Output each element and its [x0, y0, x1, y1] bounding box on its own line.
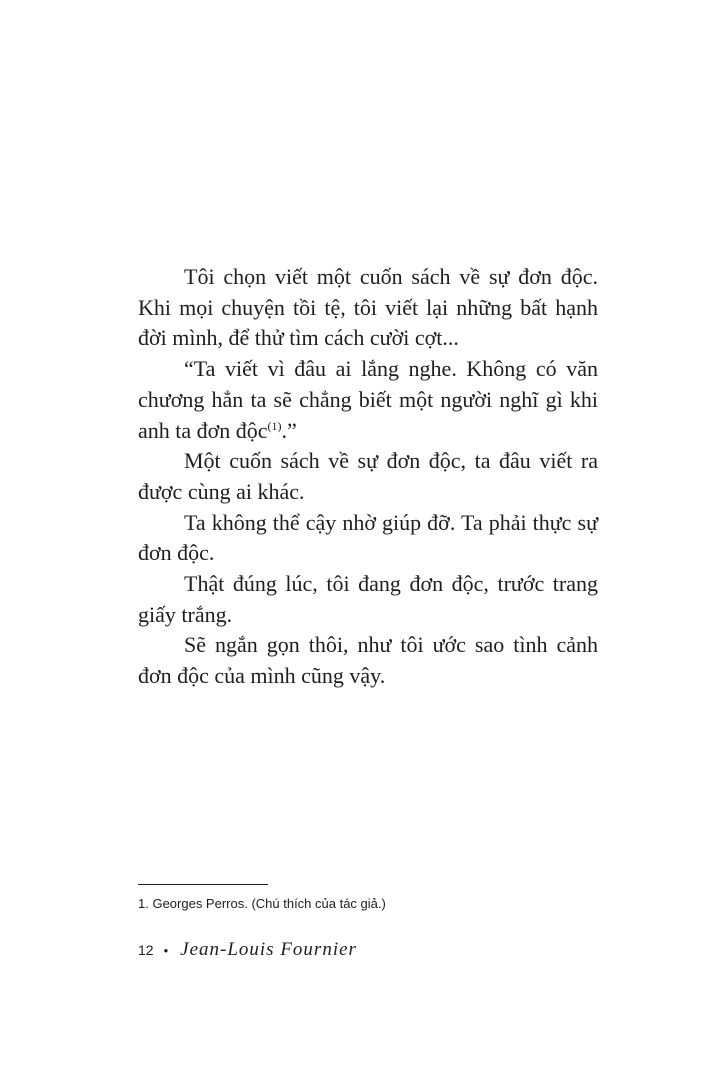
footer-separator: • [163, 942, 169, 958]
body-text [138, 262, 598, 692]
paragraph: Tôi chọn viết một cuốn sách về sự đơn độc. Khi mọi chuyện tồi tệ, tôi viết lại những bất hạnh đời mình, để thử tìm cách cười cợt... [138, 264, 598, 351]
paragraph: Sẽ ngắn gọn thôi, như tôi ước sao tình cảnh đơn độc của mình cũng vậy. [138, 632, 598, 689]
page-number: 12 [138, 942, 154, 958]
paragraph: Một cuốn sách về sự đơn độc, ta đâu viết ra được cùng ai khác. [138, 448, 598, 504]
closing-quote: .” [281, 417, 297, 443]
paragraph-text: “Ta viết vì đâu ai lắng nghe. Không có văn chương hẳn ta sẽ chẳng biết một người nghĩ gì khi anh ta đơn độc [138, 356, 598, 443]
paragraph-with-footnote [138, 354, 598, 446]
footnote-reference: (1) [267, 418, 282, 433]
paragraph: Ta không thể cậy nhờ giúp đỡ. Ta phải thực sự đơn độc. [138, 509, 598, 566]
author-name: Jean-Louis Fournier [180, 939, 357, 960]
footnote: 1. Georges Perros. (Chú thích của tác giả.) [138, 896, 386, 911]
running-footer [138, 937, 357, 963]
paragraph: Thật đúng lúc, tôi đang đơn độc, trước trang giấy trắng. [138, 571, 598, 627]
footnote-divider [138, 884, 268, 885]
